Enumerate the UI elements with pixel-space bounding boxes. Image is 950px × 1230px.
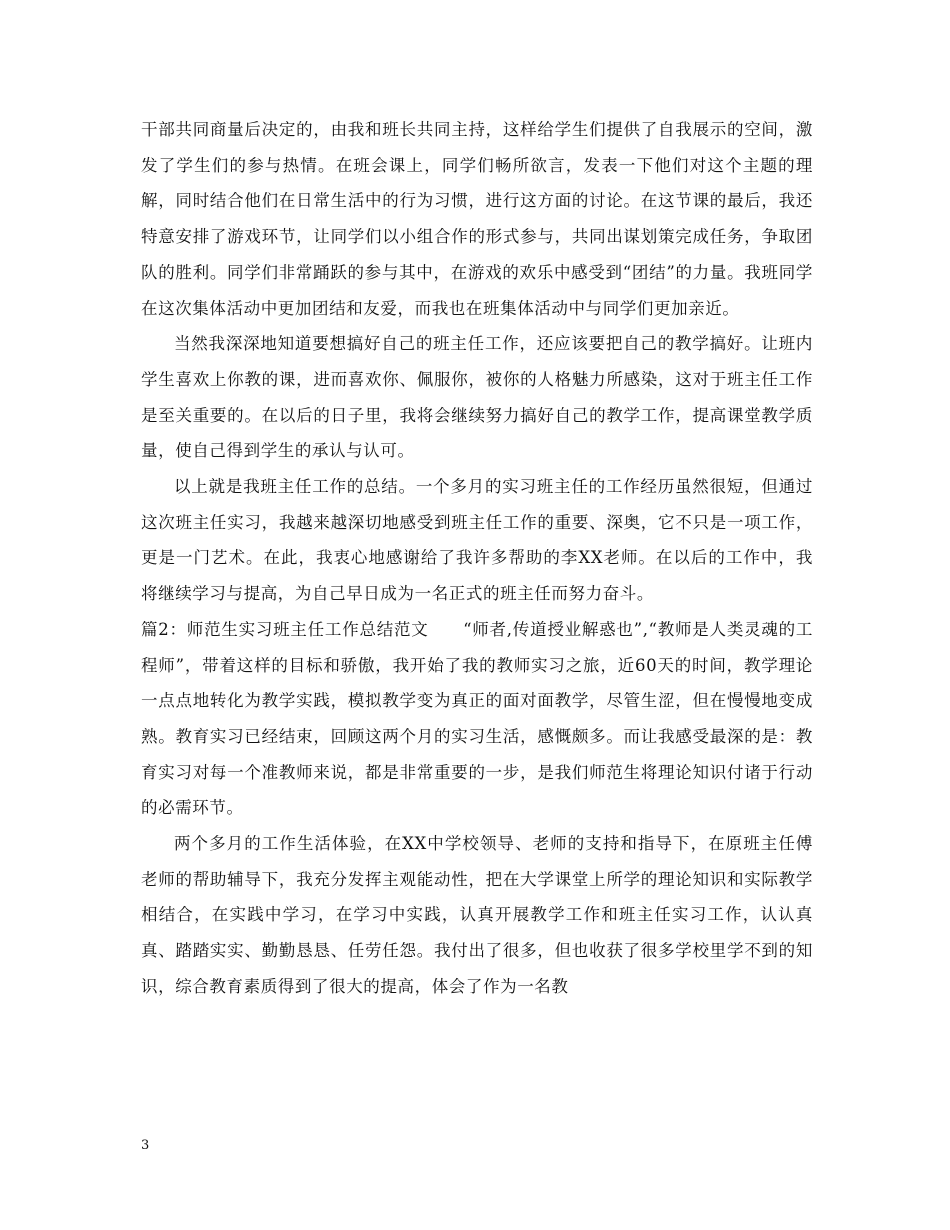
- paragraph-2: 当然我深深地知道要想搞好自己的班主任工作，还应该要把自己的教学搞好。让班内学生喜欢上你教的课，进而喜欢你、佩服你，被你的人格魅力所感染，这对于班主任工作是至关重要的。在以后的日子里，我将会继续努力搞好自己的教学工作，提高课堂教学质量，使自己得到学生的承认与认可。: [141, 334, 813, 461]
- paragraph-5: 两个多月的工作生活体验，在XX中学校领导、老师的支持和指导下，在原班主任傅老师的帮助辅导下，我充分发挥主观能动性，把在大学课堂上所学的理论知识和实际教学相结合，在实践中学习，在学习中实践，认真开展教学工作和班主任实习工作，认认真真、踏踏实实、勤勤恳恳、任劳任怨。我付出了很多，但也收获了很多学校里学不到的知识，综合教育素质得到了很大的提高，体会了作为一名教: [141, 834, 813, 996]
- document-body: [141, 112, 813, 1005]
- paragraph-3: 以上就是我班主任工作的总结。一个多月的实习班主任的工作经历虽然很短，但通过这次班主任实习，我越来越深切地感受到班主任工作的重要、深奥，它不只是一项工作，更是一门艺术。在此，我衷心地感谢给了我许多帮助的李XX老师。在以后的工作中，我将继续学习与提高，为自己早日成为一名正式的班主任而努力奋斗。: [141, 477, 813, 604]
- paragraph-4: 篇2：师范生实习班主任工作总结范文 “师者,传道授业解惑也”,“教师是人类灵魂的工程师”，带着这样的目标和骄傲，我开始了我的教师实习之旅，近60天的时间，教学理论一点点地转化为教学实践，模拟教学变为真正的面对面教学，尽管生涩，但在慢慢地变成熟。教育实习已经结束，回顾这两个月的实习生活，感慨颇多。而让我感受最深的是：教育实习对每一个准教师来说，都是非常重要的一步，是我们师范生将理论知识付诸于行动的必需环节。: [141, 619, 813, 818]
- paragraph-1: 干部共同商量后决定的，由我和班长共同主持，这样给学生们提供了自我展示的空间，激发了学生们的参与热情。在班会课上，同学们畅所欲言，发表一下他们对这个主题的理解，同时结合他们在日常生活中的行为习惯，进行这方面的讨论。在这节课的最后，我还特意安排了游戏环节，让同学们以小组合作的形式参与，共同出谋划策完成任务，争取团队的胜利。同学们非常踊跃的参与其中，在游戏的欢乐中感受到“团结”的力量。我班同学在这次集体活动中更加团结和友爱，而我也在班集体活动中与同学们更加亲近。: [141, 120, 813, 318]
- page-number: 3: [141, 1138, 150, 1153]
